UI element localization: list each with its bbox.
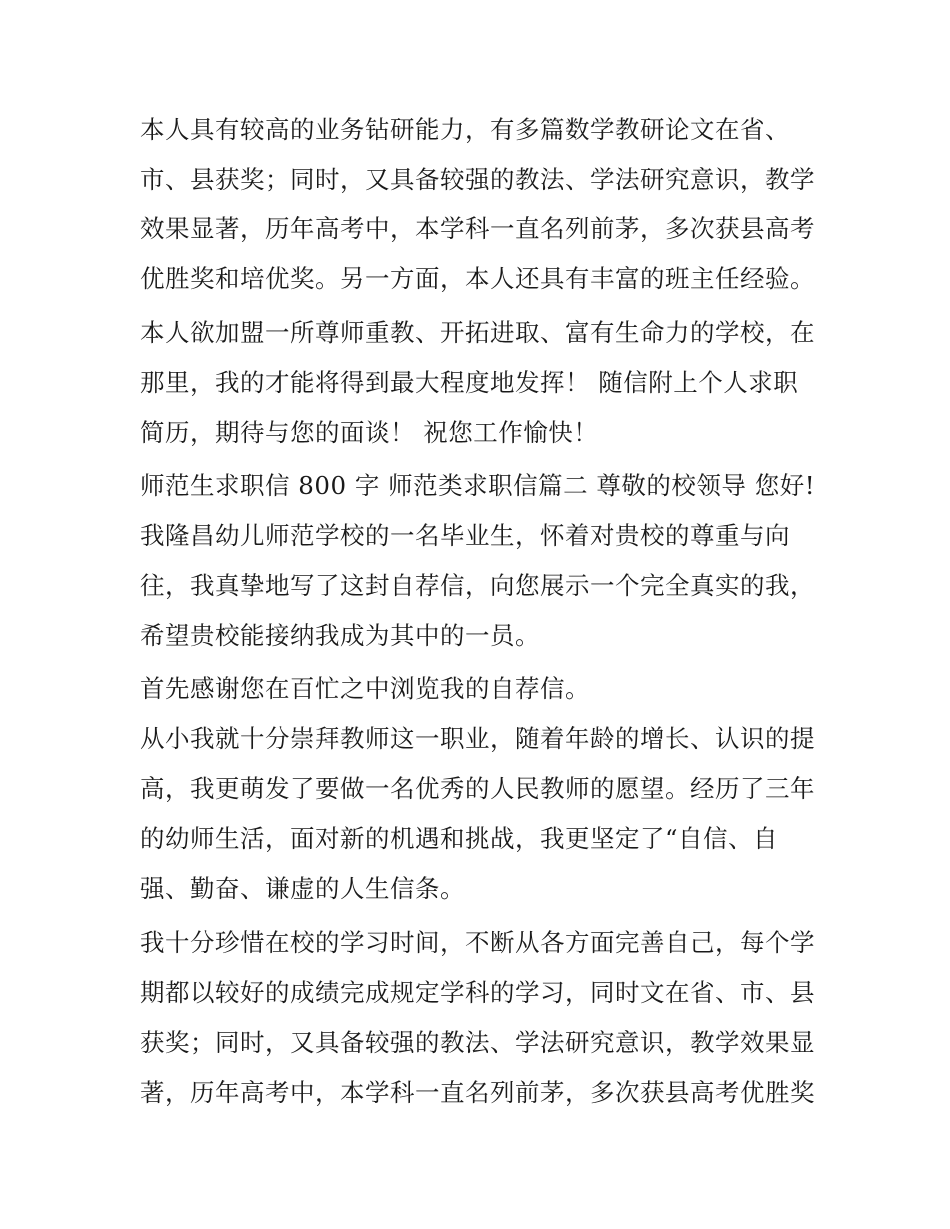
text-line: 往，我真挚地写了这封自荐信，向您展示一个完全真实的我， <box>140 571 815 600</box>
text-line: 获奖；同时，又具备较强的教法、学法研究意识，教学效果显 <box>140 1028 815 1057</box>
text-line: 著，历年高考中，本学科一直名列前茅，多次获县高考优胜奖 <box>140 1078 815 1107</box>
text-line: 我隆昌幼儿师范学校的一名毕业生，怀着对贵校的尊重与向 <box>140 521 790 550</box>
text-line: 期都以较好的成绩完成规定学科的学习，同时文在省、市、县 <box>140 978 815 1007</box>
text-line: 本人具有较高的业务钻研能力，有多篇数学教研论文在省、 <box>140 115 790 144</box>
text-line: 的幼师生活，面对新的机遇和挑战，我更坚定了“自信、自 <box>140 824 779 853</box>
text-line: 优胜奖和培优奖。另一方面，本人还具有丰富的班主任经验。 <box>140 264 815 293</box>
text-line: 从小我就十分崇拜教师这一职业，随着年龄的增长、认识的提 <box>140 724 815 753</box>
text-line: 效果显著，历年高考中，本学科一直名列前茅，多次获县高考 <box>140 214 815 243</box>
text-line: 市、县获奖；同时，又具备较强的教法、学法研究意识，教学 <box>140 165 815 194</box>
text-line: 本人欲加盟一所尊师重教、开拓进取、富有生命力的学校，在 <box>140 318 815 347</box>
text-line: 简历，期待与您的面谈！ 祝您工作愉快！ <box>140 418 599 447</box>
text-line: 强、勤奋、谦虚的人生信条。 <box>140 874 465 903</box>
text-line: 师范生求职信 800 字 师范类求职信篇二 尊敬的校领导 您好! <box>140 471 816 500</box>
text-line: 那里，我的才能将得到最大程度地发挥！ 随信附上个人求职 <box>140 368 799 397</box>
text-line: 我十分珍惜在校的学习时间，不断从各方面完善自己，每个学 <box>140 928 815 957</box>
text-line: 希望贵校能接纳我成为其中的一员。 <box>140 621 540 650</box>
text-line: 高，我更萌发了要做一名优秀的人民教师的愿望。经历了三年 <box>140 774 815 803</box>
text-line: 首先感谢您在百忙之中浏览我的自荐信。 <box>140 674 590 703</box>
